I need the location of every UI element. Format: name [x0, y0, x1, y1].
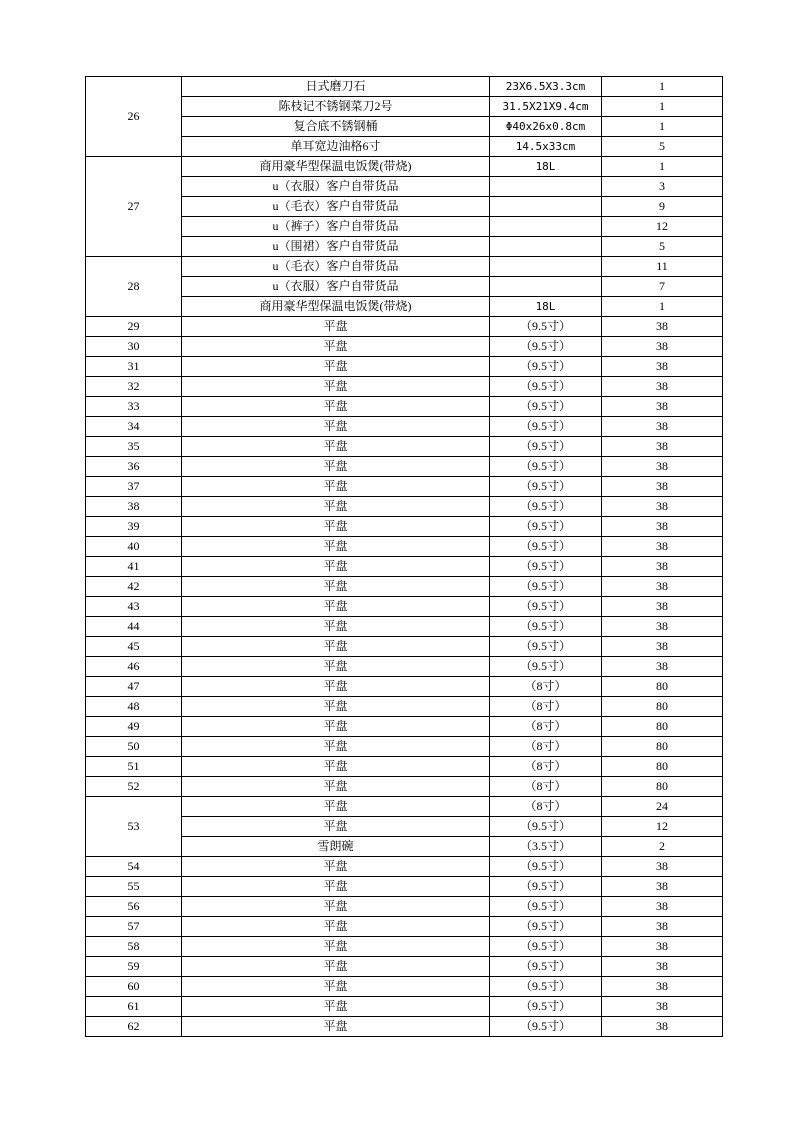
item-quantity-cell: 1 — [602, 157, 723, 177]
item-spec-cell: 31.5X21X9.4cm — [490, 97, 602, 117]
item-name-cell: 平盘 — [182, 757, 490, 777]
item-spec-cell: （9.5寸） — [490, 397, 602, 417]
row-number-cell: 31 — [86, 357, 182, 377]
table-row — [86, 897, 723, 917]
item-spec-cell: （8寸） — [490, 757, 602, 777]
table-row — [86, 437, 723, 457]
row-number-cell: 51 — [86, 757, 182, 777]
row-number-cell: 27 — [86, 157, 182, 257]
item-name-cell: 平盘 — [182, 717, 490, 737]
item-name-cell: 平盘 — [182, 957, 490, 977]
item-spec-cell: （9.5寸） — [490, 477, 602, 497]
item-name-cell: 平盘 — [182, 417, 490, 437]
table-row — [86, 417, 723, 437]
item-spec-cell: （9.5寸） — [490, 577, 602, 597]
item-quantity-cell: 38 — [602, 637, 723, 657]
item-name-cell: 雪朗碗 — [182, 837, 490, 857]
item-quantity-cell: 38 — [602, 517, 723, 537]
table-row — [86, 657, 723, 677]
row-number-cell: 42 — [86, 577, 182, 597]
table-row — [86, 697, 723, 717]
item-name-cell: 陈枝记不锈钢菜刀2号 — [182, 97, 490, 117]
goods-table-body — [86, 77, 723, 1037]
item-quantity-cell: 38 — [602, 357, 723, 377]
item-spec-cell: Φ40x26x0.8cm — [490, 117, 602, 137]
item-spec-cell: （9.5寸） — [490, 877, 602, 897]
table-row — [86, 877, 723, 897]
item-quantity-cell: 38 — [602, 877, 723, 897]
item-quantity-cell: 38 — [602, 557, 723, 577]
item-quantity-cell: 38 — [602, 577, 723, 597]
item-name-cell: 平盘 — [182, 437, 490, 457]
item-name-cell: 单耳宽边油格6寸 — [182, 137, 490, 157]
row-number-cell: 37 — [86, 477, 182, 497]
table-row — [86, 637, 723, 657]
item-name-cell: 平盘 — [182, 917, 490, 937]
item-name-cell: 平盘 — [182, 537, 490, 557]
item-quantity-cell: 1 — [602, 97, 723, 117]
item-name-cell: 平盘 — [182, 877, 490, 897]
item-name-cell: 平盘 — [182, 337, 490, 357]
item-quantity-cell: 38 — [602, 437, 723, 457]
row-number-cell: 28 — [86, 257, 182, 317]
item-quantity-cell: 38 — [602, 997, 723, 1017]
row-number-cell: 38 — [86, 497, 182, 517]
item-quantity-cell: 38 — [602, 857, 723, 877]
table-row — [86, 497, 723, 517]
item-quantity-cell: 12 — [602, 817, 723, 837]
item-name-cell: 平盘 — [182, 737, 490, 757]
table-row — [86, 117, 723, 137]
table-row — [86, 617, 723, 637]
row-number-cell: 41 — [86, 557, 182, 577]
item-spec-cell: 18L — [490, 157, 602, 177]
item-spec-cell — [490, 237, 602, 257]
item-spec-cell: 18L — [490, 297, 602, 317]
item-spec-cell: （9.5寸） — [490, 557, 602, 577]
item-name-cell: 平盘 — [182, 457, 490, 477]
row-number-cell: 48 — [86, 697, 182, 717]
item-name-cell: 商用豪华型保温电饭煲(带烧) — [182, 157, 490, 177]
item-name-cell: 平盘 — [182, 657, 490, 677]
table-row — [86, 237, 723, 257]
item-spec-cell: （9.5寸） — [490, 597, 602, 617]
item-name-cell: 平盘 — [182, 377, 490, 397]
row-number-cell: 60 — [86, 977, 182, 997]
row-number-cell: 43 — [86, 597, 182, 617]
item-name-cell: u（毛衣）客户自带货品 — [182, 257, 490, 277]
item-name-cell: 平盘 — [182, 497, 490, 517]
table-row — [86, 137, 723, 157]
item-spec-cell — [490, 257, 602, 277]
table-row — [86, 817, 723, 837]
item-quantity-cell: 38 — [602, 597, 723, 617]
table-row — [86, 837, 723, 857]
item-spec-cell: （9.5寸） — [490, 857, 602, 877]
table-row — [86, 917, 723, 937]
table-row — [86, 97, 723, 117]
item-quantity-cell: 11 — [602, 257, 723, 277]
item-quantity-cell: 1 — [602, 297, 723, 317]
table-row — [86, 557, 723, 577]
item-spec-cell: （8寸） — [490, 717, 602, 737]
row-number-cell: 55 — [86, 877, 182, 897]
table-row — [86, 397, 723, 417]
table-row — [86, 1017, 723, 1037]
item-spec-cell — [490, 217, 602, 237]
table-row — [86, 537, 723, 557]
item-name-cell: 平盘 — [182, 677, 490, 697]
table-row — [86, 517, 723, 537]
item-quantity-cell: 38 — [602, 417, 723, 437]
item-spec-cell: （9.5寸） — [490, 977, 602, 997]
item-quantity-cell: 3 — [602, 177, 723, 197]
item-quantity-cell: 80 — [602, 737, 723, 757]
row-number-cell: 32 — [86, 377, 182, 397]
table-row — [86, 297, 723, 317]
item-name-cell: u（衣服）客户自带货品 — [182, 277, 490, 297]
table-row — [86, 757, 723, 777]
item-spec-cell: 23X6.5X3.3cm — [490, 77, 602, 97]
item-quantity-cell: 2 — [602, 837, 723, 857]
table-row — [86, 677, 723, 697]
item-name-cell: u（裤子）客户自带货品 — [182, 217, 490, 237]
item-quantity-cell: 38 — [602, 477, 723, 497]
item-spec-cell: （3.5寸） — [490, 837, 602, 857]
item-spec-cell: （8寸） — [490, 797, 602, 817]
row-number-cell: 46 — [86, 657, 182, 677]
item-quantity-cell: 1 — [602, 77, 723, 97]
table-row — [86, 857, 723, 877]
item-quantity-cell: 24 — [602, 797, 723, 817]
item-spec-cell: （8寸） — [490, 777, 602, 797]
item-quantity-cell: 38 — [602, 1017, 723, 1037]
item-name-cell: 复合底不锈钢桶 — [182, 117, 490, 137]
item-name-cell: 平盘 — [182, 357, 490, 377]
row-number-cell: 50 — [86, 737, 182, 757]
item-name-cell: u（衣服）客户自带货品 — [182, 177, 490, 197]
item-spec-cell — [490, 177, 602, 197]
item-quantity-cell: 80 — [602, 677, 723, 697]
item-quantity-cell: 5 — [602, 137, 723, 157]
item-quantity-cell: 38 — [602, 657, 723, 677]
item-quantity-cell: 38 — [602, 537, 723, 557]
item-name-cell: 商用豪华型保温电饭煲(带烧) — [182, 297, 490, 317]
item-spec-cell: （9.5寸） — [490, 1017, 602, 1037]
item-spec-cell: （9.5寸） — [490, 517, 602, 537]
table-row — [86, 797, 723, 817]
item-quantity-cell: 38 — [602, 377, 723, 397]
row-number-cell: 56 — [86, 897, 182, 917]
item-spec-cell: （9.5寸） — [490, 897, 602, 917]
row-number-cell: 33 — [86, 397, 182, 417]
table-row — [86, 337, 723, 357]
row-number-cell: 36 — [86, 457, 182, 477]
row-number-cell: 59 — [86, 957, 182, 977]
table-row — [86, 457, 723, 477]
item-quantity-cell: 38 — [602, 317, 723, 337]
item-name-cell: 平盘 — [182, 397, 490, 417]
item-quantity-cell: 80 — [602, 757, 723, 777]
item-name-cell: 日式磨刀石 — [182, 77, 490, 97]
item-name-cell: 平盘 — [182, 517, 490, 537]
item-quantity-cell: 38 — [602, 337, 723, 357]
table-row — [86, 777, 723, 797]
row-number-cell: 29 — [86, 317, 182, 337]
item-name-cell: 平盘 — [182, 997, 490, 1017]
item-spec-cell: （9.5寸） — [490, 537, 602, 557]
row-number-cell: 40 — [86, 537, 182, 557]
row-number-cell: 26 — [86, 77, 182, 157]
item-quantity-cell: 12 — [602, 217, 723, 237]
row-number-cell: 47 — [86, 677, 182, 697]
item-name-cell: 平盘 — [182, 477, 490, 497]
table-row — [86, 197, 723, 217]
item-spec-cell: （9.5寸） — [490, 317, 602, 337]
table-row — [86, 597, 723, 617]
item-spec-cell: （8寸） — [490, 697, 602, 717]
item-quantity-cell: 38 — [602, 957, 723, 977]
item-name-cell: u（围裙）客户自带货品 — [182, 237, 490, 257]
item-name-cell: 平盘 — [182, 937, 490, 957]
item-quantity-cell: 5 — [602, 237, 723, 257]
item-quantity-cell: 38 — [602, 397, 723, 417]
item-quantity-cell: 38 — [602, 457, 723, 477]
item-quantity-cell: 80 — [602, 717, 723, 737]
table-row — [86, 177, 723, 197]
item-spec-cell: （9.5寸） — [490, 997, 602, 1017]
row-number-cell: 30 — [86, 337, 182, 357]
item-quantity-cell: 9 — [602, 197, 723, 217]
item-spec-cell: （8寸） — [490, 737, 602, 757]
item-spec-cell: （9.5寸） — [490, 417, 602, 437]
row-number-cell: 52 — [86, 777, 182, 797]
item-name-cell: 平盘 — [182, 817, 490, 837]
table-row — [86, 157, 723, 177]
item-quantity-cell: 38 — [602, 917, 723, 937]
table-row — [86, 957, 723, 977]
item-spec-cell: （9.5寸） — [490, 917, 602, 937]
table-row — [86, 317, 723, 337]
item-spec-cell: （9.5寸） — [490, 337, 602, 357]
row-number-cell: 34 — [86, 417, 182, 437]
item-spec-cell: （9.5寸） — [490, 957, 602, 977]
item-quantity-cell: 38 — [602, 977, 723, 997]
item-name-cell: 平盘 — [182, 617, 490, 637]
row-number-cell: 53 — [86, 797, 182, 857]
item-name-cell: 平盘 — [182, 797, 490, 817]
item-spec-cell: 14.5x33cm — [490, 137, 602, 157]
table-row — [86, 737, 723, 757]
table-row — [86, 277, 723, 297]
item-quantity-cell: 80 — [602, 777, 723, 797]
item-quantity-cell: 80 — [602, 697, 723, 717]
row-number-cell: 62 — [86, 1017, 182, 1037]
table-row — [86, 937, 723, 957]
row-number-cell: 54 — [86, 857, 182, 877]
item-name-cell: u（毛衣）客户自带货品 — [182, 197, 490, 217]
item-spec-cell — [490, 277, 602, 297]
item-spec-cell: （9.5寸） — [490, 817, 602, 837]
table-row — [86, 377, 723, 397]
row-number-cell: 61 — [86, 997, 182, 1017]
item-name-cell: 平盘 — [182, 1017, 490, 1037]
item-spec-cell: （9.5寸） — [490, 437, 602, 457]
item-name-cell: 平盘 — [182, 857, 490, 877]
item-name-cell: 平盘 — [182, 597, 490, 617]
row-number-cell: 57 — [86, 917, 182, 937]
item-name-cell: 平盘 — [182, 977, 490, 997]
row-number-cell: 44 — [86, 617, 182, 637]
row-number-cell: 35 — [86, 437, 182, 457]
table-row — [86, 997, 723, 1017]
table-row — [86, 717, 723, 737]
item-quantity-cell: 38 — [602, 897, 723, 917]
item-spec-cell: （9.5寸） — [490, 497, 602, 517]
item-spec-cell: （9.5寸） — [490, 617, 602, 637]
table-row — [86, 357, 723, 377]
item-spec-cell: （9.5寸） — [490, 657, 602, 677]
table-row — [86, 577, 723, 597]
table-row — [86, 977, 723, 997]
item-quantity-cell: 38 — [602, 497, 723, 517]
item-quantity-cell: 38 — [602, 937, 723, 957]
table-row — [86, 217, 723, 237]
item-spec-cell: （9.5寸） — [490, 637, 602, 657]
row-number-cell: 58 — [86, 937, 182, 957]
item-spec-cell: （9.5寸） — [490, 937, 602, 957]
item-name-cell: 平盘 — [182, 777, 490, 797]
row-number-cell: 45 — [86, 637, 182, 657]
table-row — [86, 257, 723, 277]
item-spec-cell: （9.5寸） — [490, 377, 602, 397]
goods-table — [85, 76, 723, 1037]
item-name-cell: 平盘 — [182, 317, 490, 337]
item-name-cell: 平盘 — [182, 637, 490, 657]
item-quantity-cell: 38 — [602, 617, 723, 637]
table-row — [86, 477, 723, 497]
item-quantity-cell: 7 — [602, 277, 723, 297]
item-quantity-cell: 1 — [602, 117, 723, 137]
item-spec-cell: （9.5寸） — [490, 357, 602, 377]
item-name-cell: 平盘 — [182, 897, 490, 917]
item-spec-cell: （8寸） — [490, 677, 602, 697]
item-name-cell: 平盘 — [182, 557, 490, 577]
row-number-cell: 49 — [86, 717, 182, 737]
table-row — [86, 77, 723, 97]
item-name-cell: 平盘 — [182, 577, 490, 597]
row-number-cell: 39 — [86, 517, 182, 537]
item-spec-cell — [490, 197, 602, 217]
item-name-cell: 平盘 — [182, 697, 490, 717]
item-spec-cell: （9.5寸） — [490, 457, 602, 477]
